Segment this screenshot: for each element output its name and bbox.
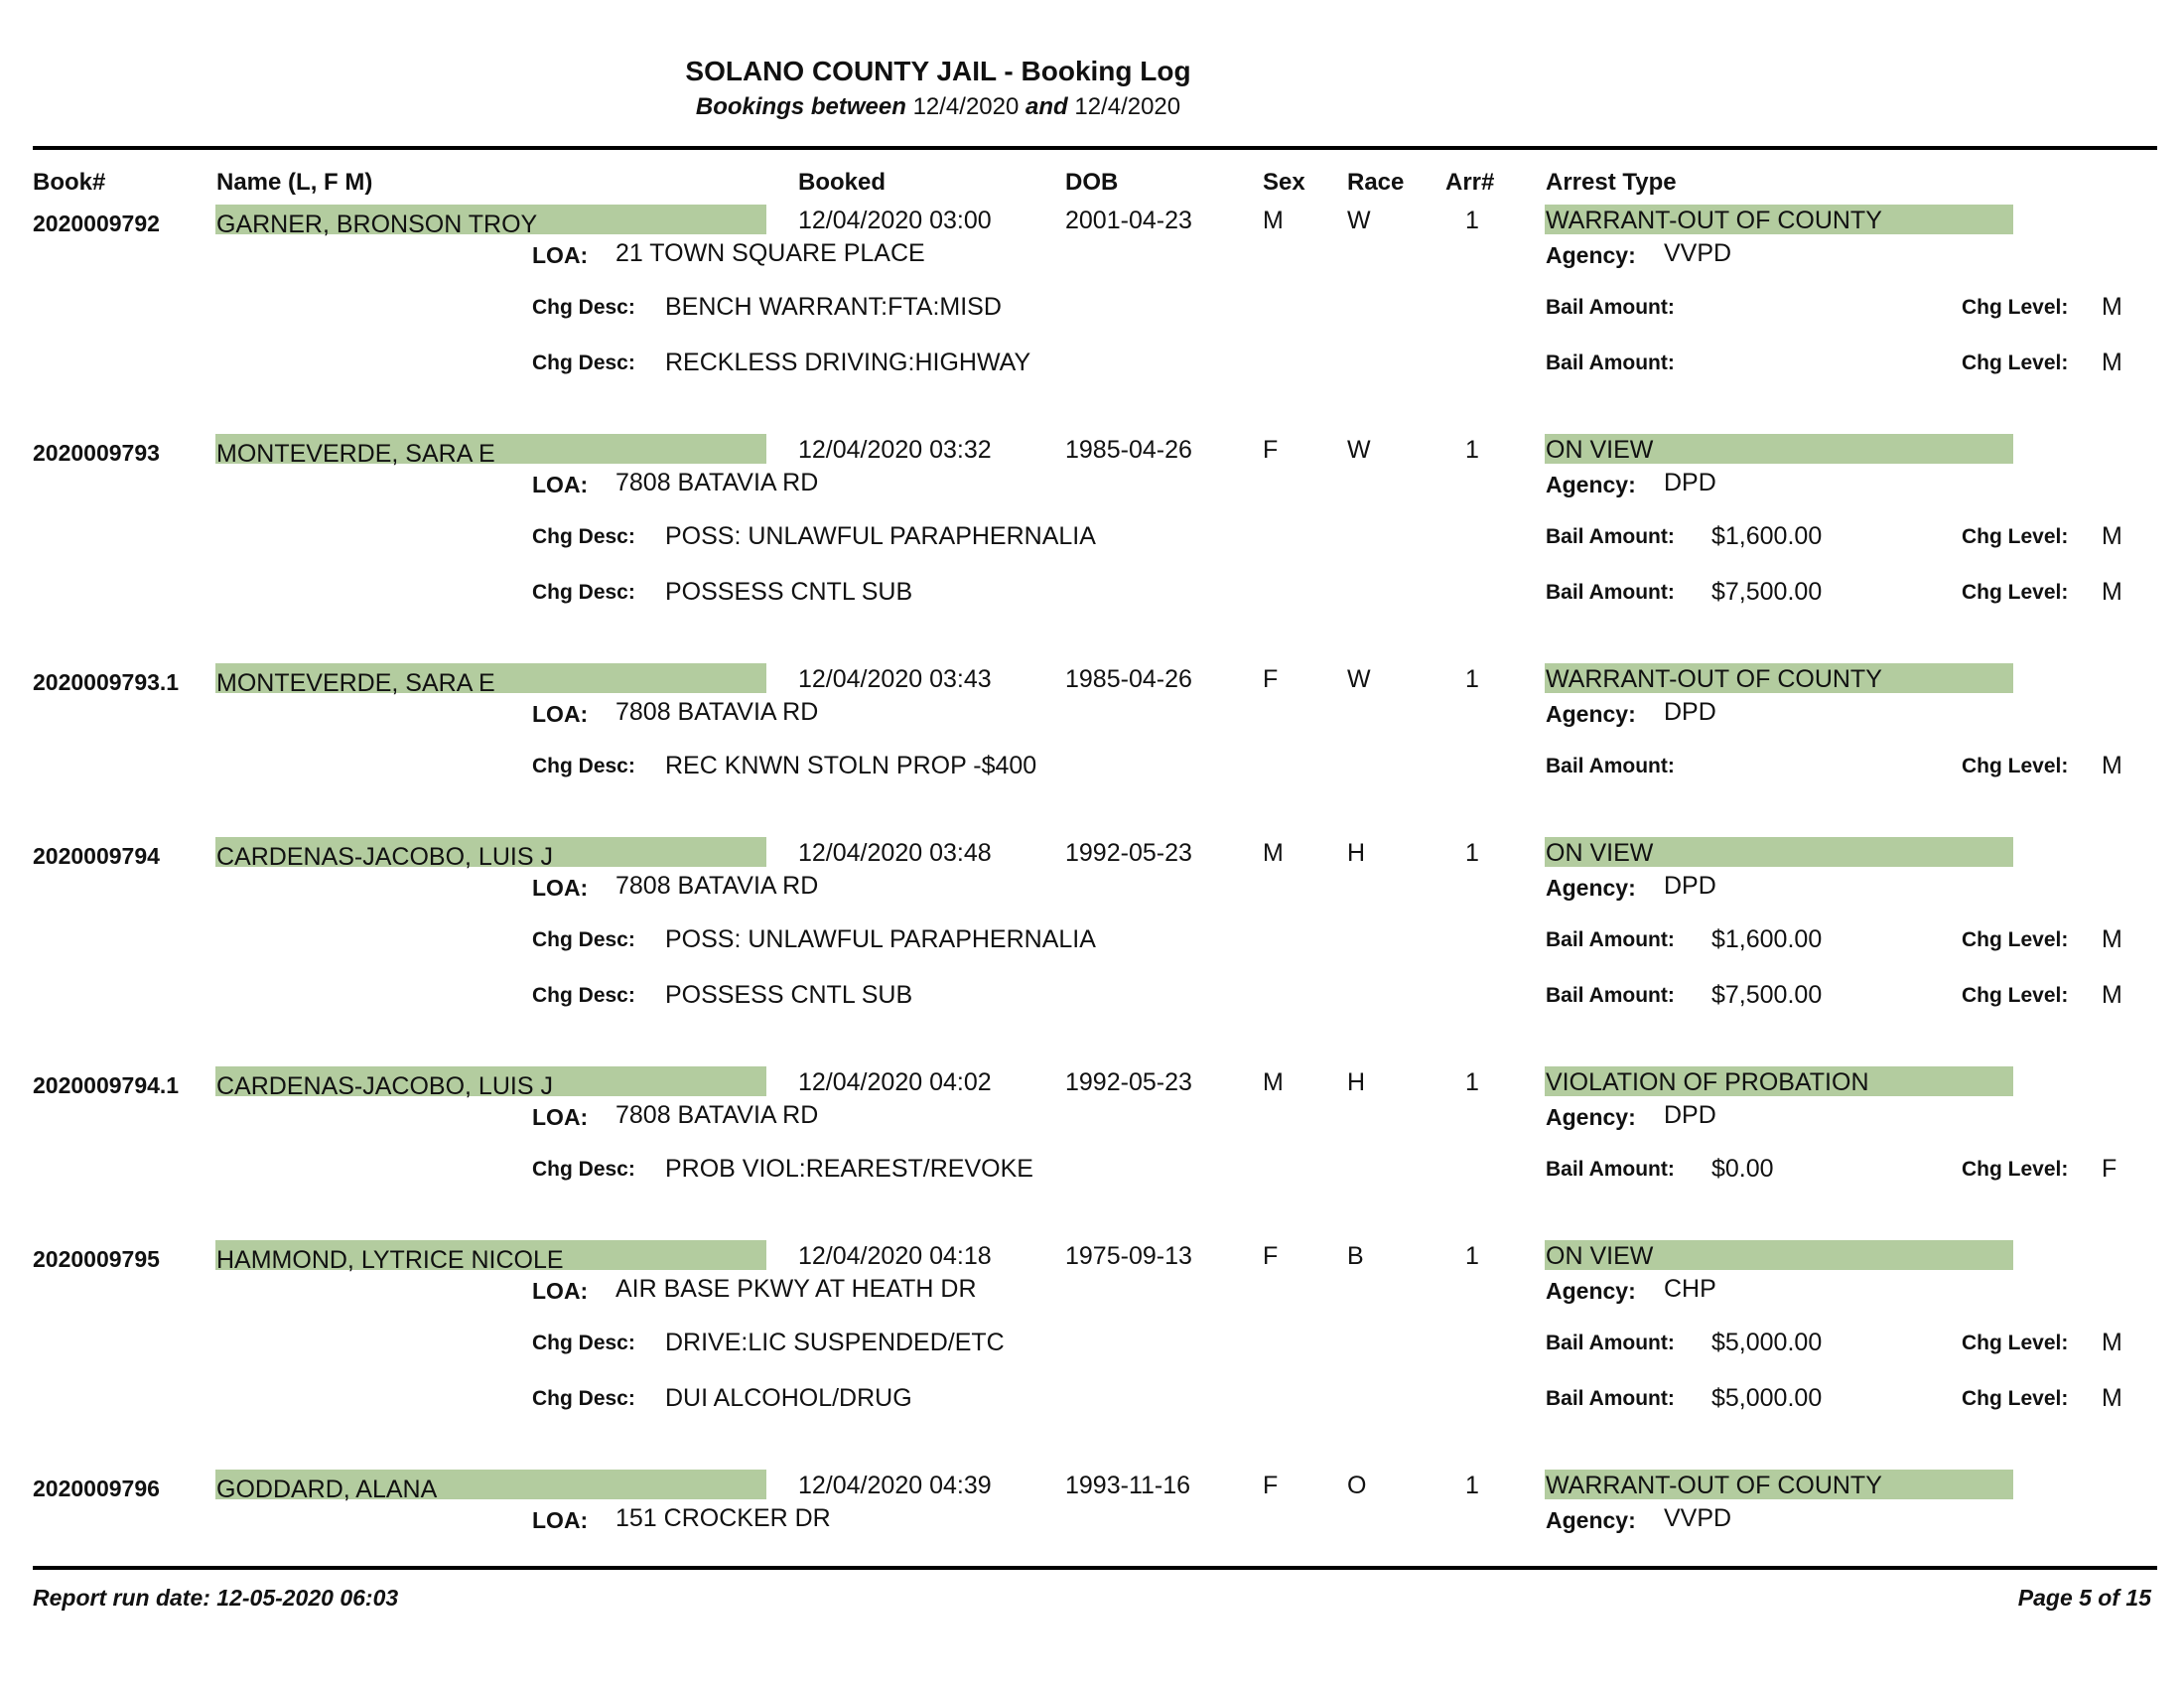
bail-amount-label: Bail Amount:	[1546, 1332, 1675, 1354]
chg-desc-label: Chg Desc:	[532, 296, 635, 319]
bail-amount-label: Bail Amount:	[1546, 1387, 1675, 1410]
loa-value: 7808 BATAVIA RD	[615, 469, 819, 496]
agency-label: Agency:	[1546, 1104, 1636, 1130]
arrest-count: 1	[1465, 207, 1479, 234]
book-number: 2020009794.1	[33, 1072, 180, 1098]
bail-amount-value: $7,500.00	[1711, 578, 1823, 606]
bail-amount-value: $1,600.00	[1711, 925, 1823, 953]
arrest-type: WARRANT-OUT OF COUNTY	[1546, 1472, 1882, 1499]
inmate-name: CARDENAS-JACOBO, LUIS J	[216, 843, 553, 871]
chg-level-label: Chg Level:	[1962, 296, 2069, 319]
booked-datetime: 12/04/2020 04:39	[798, 1472, 992, 1499]
bail-amount-label: Bail Amount:	[1546, 296, 1675, 319]
loa-label: LOA:	[532, 1278, 589, 1304]
chg-level-label: Chg Level:	[1962, 984, 2069, 1007]
loa-value: 7808 BATAVIA RD	[615, 698, 819, 726]
dob: 1985-04-26	[1065, 665, 1192, 693]
chg-level-value: M	[2102, 293, 2122, 321]
book-number: 2020009796	[33, 1476, 160, 1501]
chg-level-value: M	[2102, 1329, 2122, 1356]
subtitle-and: and	[1025, 93, 1068, 120]
arrest-type: WARRANT-OUT OF COUNTY	[1546, 207, 1882, 234]
bail-amount-value: $7,500.00	[1711, 981, 1823, 1009]
loa-value: 7808 BATAVIA RD	[615, 872, 819, 900]
agency-value: CHP	[1664, 1275, 1716, 1303]
chg-desc-value: BENCH WARRANT:FTA:MISD	[665, 293, 1002, 321]
bail-amount-label: Bail Amount:	[1546, 984, 1675, 1007]
chg-desc-label: Chg Desc:	[532, 1158, 635, 1181]
col-booked: Booked	[798, 169, 887, 196]
chg-desc-label: Chg Desc:	[532, 525, 635, 548]
footer-rule	[33, 1566, 2157, 1570]
inmate-name: GARNER, BRONSON TROY	[216, 211, 538, 238]
dob: 2001-04-23	[1065, 207, 1192, 234]
chg-level-label: Chg Level:	[1962, 581, 2069, 604]
loa-label: LOA:	[532, 875, 589, 901]
sex: M	[1263, 1068, 1284, 1096]
sex: F	[1263, 1472, 1279, 1499]
arrest-count: 1	[1465, 1242, 1479, 1270]
race: H	[1347, 1068, 1366, 1096]
arrest-count: 1	[1465, 436, 1479, 464]
loa-label: LOA:	[532, 242, 589, 268]
page-number: Page 5 of 15	[2017, 1585, 2151, 1611]
agency-label: Agency:	[1546, 1507, 1636, 1533]
arrest-count: 1	[1465, 839, 1479, 867]
arrest-count: 1	[1465, 1068, 1479, 1096]
col-race: Race	[1347, 169, 1405, 196]
race: H	[1347, 839, 1366, 867]
chg-level-value: M	[2102, 752, 2122, 779]
sex: M	[1263, 207, 1284, 234]
arrest-type: ON VIEW	[1546, 839, 1654, 867]
col-name: Name (L, F M)	[216, 169, 373, 196]
agency-label: Agency:	[1546, 1278, 1636, 1304]
agency-label: Agency:	[1546, 875, 1636, 901]
bail-amount-label: Bail Amount:	[1546, 581, 1675, 604]
chg-level-value: M	[2102, 1384, 2122, 1412]
chg-level-value: M	[2102, 522, 2122, 550]
sex: F	[1263, 665, 1279, 693]
chg-desc-value: POSS: UNLAWFUL PARAPHERNALIA	[665, 925, 1096, 953]
chg-level-label: Chg Level:	[1962, 1158, 2069, 1181]
bail-amount-label: Bail Amount:	[1546, 352, 1675, 374]
chg-level-value: M	[2102, 349, 2122, 376]
inmate-name: HAMMOND, LYTRICE NICOLE	[216, 1246, 564, 1274]
chg-level-value: M	[2102, 578, 2122, 606]
loa-label: LOA:	[532, 1507, 589, 1533]
header-rule	[33, 146, 2157, 150]
chg-desc-value: RECKLESS DRIVING:HIGHWAY	[665, 349, 1031, 376]
agency-value: DPD	[1664, 1101, 1716, 1129]
chg-desc-value: POSSESS CNTL SUB	[665, 981, 913, 1009]
loa-label: LOA:	[532, 1104, 589, 1130]
book-number: 2020009793.1	[33, 669, 180, 695]
chg-desc-value: POSS: UNLAWFUL PARAPHERNALIA	[665, 522, 1096, 550]
chg-desc-label: Chg Desc:	[532, 928, 635, 951]
arrest-type: VIOLATION OF PROBATION	[1546, 1068, 1869, 1096]
sex: M	[1263, 839, 1284, 867]
booked-datetime: 12/04/2020 03:43	[798, 665, 992, 693]
loa-label: LOA:	[532, 472, 589, 497]
subtitle-prefix: Bookings between	[695, 93, 906, 120]
race: W	[1347, 665, 1371, 693]
dob: 1993-11-16	[1065, 1472, 1191, 1499]
book-number: 2020009795	[33, 1246, 160, 1272]
chg-desc-label: Chg Desc:	[532, 352, 635, 374]
chg-level-value: M	[2102, 925, 2122, 953]
arrest-count: 1	[1465, 1472, 1479, 1499]
bail-amount-label: Bail Amount:	[1546, 928, 1675, 951]
loa-value: AIR BASE PKWY AT HEATH DR	[615, 1275, 977, 1303]
chg-level-label: Chg Level:	[1962, 928, 2069, 951]
chg-level-value: F	[2102, 1155, 2117, 1183]
arrest-count: 1	[1465, 665, 1479, 693]
sex: F	[1263, 1242, 1279, 1270]
bail-amount-value: $5,000.00	[1711, 1329, 1823, 1356]
bail-amount-value: $0.00	[1711, 1155, 1774, 1183]
bail-amount-value: $5,000.00	[1711, 1384, 1823, 1412]
chg-desc-label: Chg Desc:	[532, 755, 635, 777]
chg-desc-label: Chg Desc:	[532, 1332, 635, 1354]
chg-level-value: M	[2102, 981, 2122, 1009]
chg-level-label: Chg Level:	[1962, 525, 2069, 548]
chg-desc-label: Chg Desc:	[532, 1387, 635, 1410]
agency-label: Agency:	[1546, 242, 1636, 268]
inmate-name: GODDARD, ALANA	[216, 1476, 438, 1503]
sex: F	[1263, 436, 1279, 464]
chg-level-label: Chg Level:	[1962, 755, 2069, 777]
booked-datetime: 12/04/2020 03:00	[798, 207, 992, 234]
chg-desc-value: POSSESS CNTL SUB	[665, 578, 913, 606]
arrest-type: ON VIEW	[1546, 436, 1654, 464]
dob: 1992-05-23	[1065, 839, 1192, 867]
race: W	[1347, 207, 1371, 234]
agency-label: Agency:	[1546, 472, 1636, 497]
col-dob: DOB	[1065, 169, 1119, 196]
booked-datetime: 12/04/2020 03:48	[798, 839, 992, 867]
col-sex: Sex	[1263, 169, 1305, 196]
chg-desc-value: DRIVE:LIC SUSPENDED/ETC	[665, 1329, 1005, 1356]
chg-desc-label: Chg Desc:	[532, 984, 635, 1007]
book-number: 2020009794	[33, 843, 160, 869]
col-arrest-type: Arrest Type	[1546, 169, 1677, 196]
bail-amount-value: $1,600.00	[1711, 522, 1823, 550]
loa-label: LOA:	[532, 701, 589, 727]
chg-level-label: Chg Level:	[1962, 1387, 2069, 1410]
loa-value: 151 CROCKER DR	[615, 1504, 831, 1532]
inmate-name: CARDENAS-JACOBO, LUIS J	[216, 1072, 553, 1100]
dob: 1985-04-26	[1065, 436, 1192, 464]
arrest-type: ON VIEW	[1546, 1242, 1654, 1270]
chg-level-label: Chg Level:	[1962, 352, 2069, 374]
booked-datetime: 12/04/2020 04:02	[798, 1068, 992, 1096]
report-run-date: Report run date: 12-05-2020 06:03	[33, 1585, 399, 1611]
book-number: 2020009792	[33, 211, 160, 236]
bail-amount-label: Bail Amount:	[1546, 525, 1675, 548]
chg-desc-label: Chg Desc:	[532, 581, 635, 604]
col-book: Book#	[33, 169, 106, 196]
race: O	[1347, 1472, 1367, 1499]
chg-desc-value: REC KNWN STOLN PROP -$400	[665, 752, 1037, 779]
col-arr: Arr#	[1445, 169, 1495, 196]
book-number: 2020009793	[33, 440, 160, 466]
dob: 1975-09-13	[1065, 1242, 1192, 1270]
loa-value: 21 TOWN SQUARE PLACE	[615, 239, 925, 267]
arrest-type: WARRANT-OUT OF COUNTY	[1546, 665, 1882, 693]
agency-value: DPD	[1664, 698, 1716, 726]
loa-value: 7808 BATAVIA RD	[615, 1101, 819, 1129]
agency-value: VVPD	[1664, 1504, 1732, 1532]
race: W	[1347, 436, 1371, 464]
report-subtitle	[0, 93, 1876, 121]
booked-datetime: 12/04/2020 03:32	[798, 436, 992, 464]
agency-label: Agency:	[1546, 701, 1636, 727]
dob: 1992-05-23	[1065, 1068, 1192, 1096]
chg-desc-value: DUI ALCOHOL/DRUG	[665, 1384, 912, 1412]
report-title: SOLANO COUNTY JAIL - Booking Log	[685, 56, 1191, 86]
race: B	[1347, 1242, 1364, 1270]
bail-amount-label: Bail Amount:	[1546, 1158, 1675, 1181]
agency-value: DPD	[1664, 469, 1716, 496]
agency-value: DPD	[1664, 872, 1716, 900]
end-date: 12/4/2020	[1074, 93, 1181, 120]
chg-desc-value: PROB VIOL:REAREST/REVOKE	[665, 1155, 1033, 1183]
booked-datetime: 12/04/2020 04:18	[798, 1242, 992, 1270]
inmate-name: MONTEVERDE, SARA E	[216, 440, 495, 468]
start-date: 12/4/2020	[912, 93, 1020, 120]
bail-amount-label: Bail Amount:	[1546, 755, 1675, 777]
chg-level-label: Chg Level:	[1962, 1332, 2069, 1354]
agency-value: VVPD	[1664, 239, 1732, 267]
inmate-name: MONTEVERDE, SARA E	[216, 669, 495, 697]
